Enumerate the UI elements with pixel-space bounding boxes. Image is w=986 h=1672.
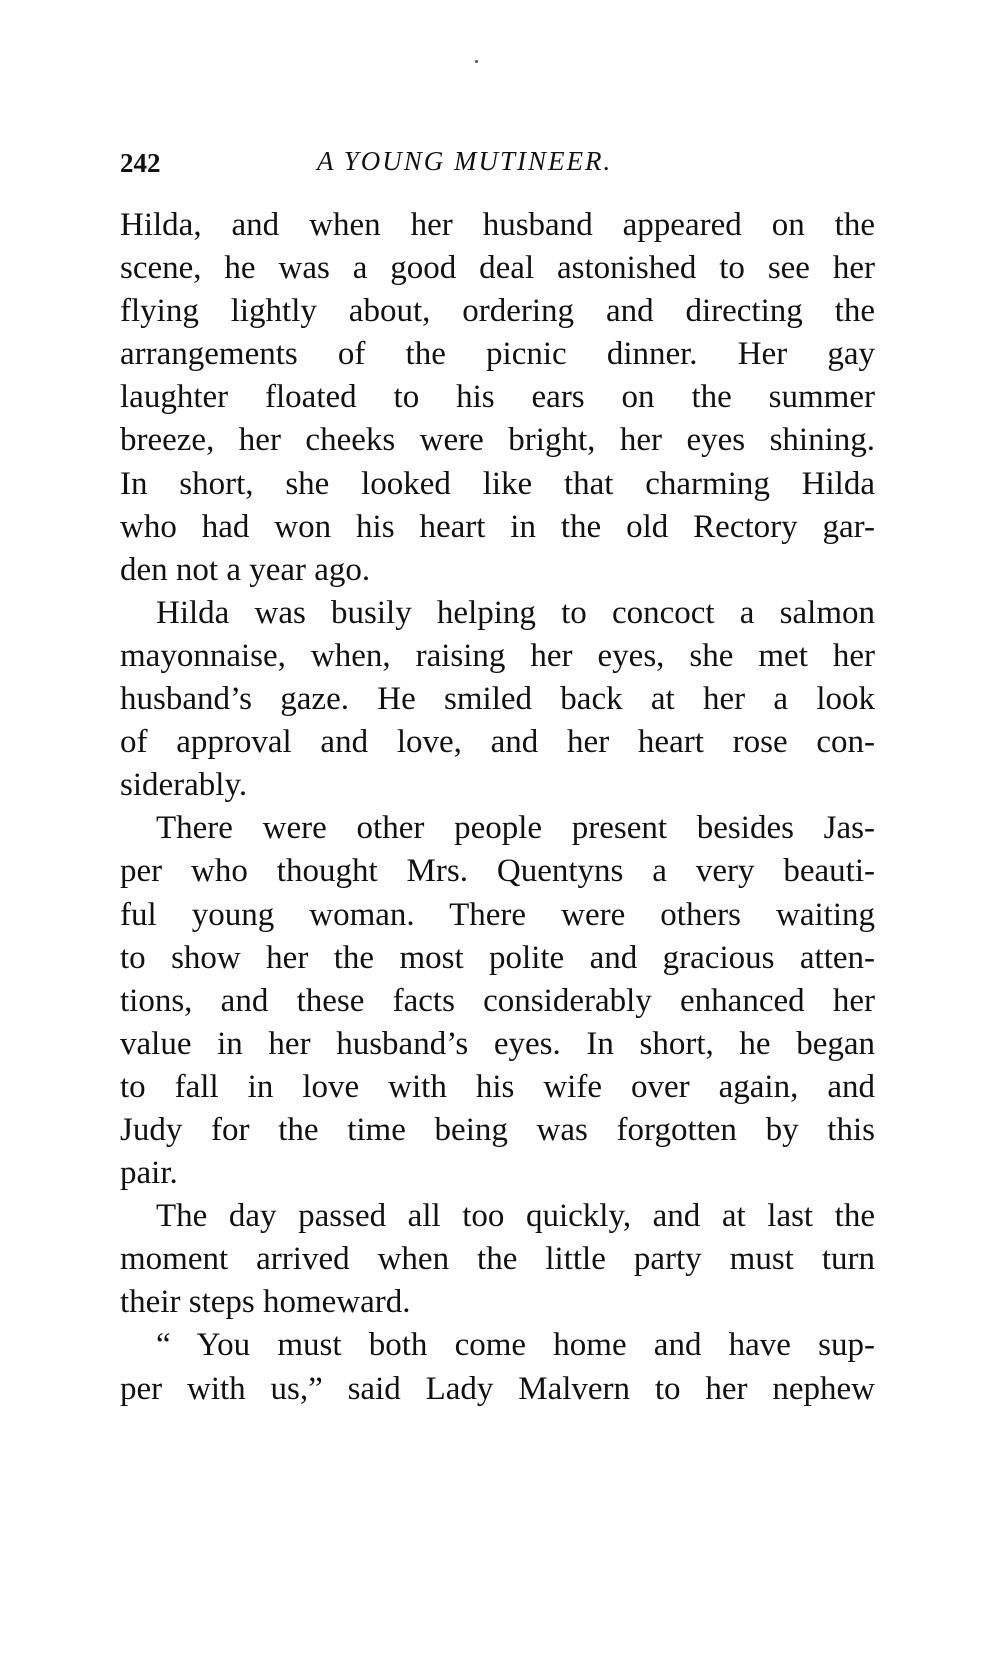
text-line: pair.: [120, 1155, 178, 1192]
text-line: value in her husband’s eyes. In short, he began: [120, 1025, 875, 1062]
text-line: husband’s gaze. He smiled back at her a look: [120, 681, 875, 718]
body-text: [120, 204, 875, 1411]
text-line: Hilda was busily helping to concoct a salmon: [156, 594, 875, 631]
text-line: flying lightly about, ordering and directing the: [120, 293, 875, 330]
paragraph: [120, 1195, 875, 1324]
text-line: “ You must both come home and have sup-: [156, 1327, 875, 1364]
text-line: laughter floated to his ears on the summer: [120, 379, 875, 416]
text-line: den not a year ago.: [120, 551, 371, 588]
page-number: 242: [120, 148, 161, 178]
page-header: [120, 146, 875, 186]
text-line: arrangements of the picnic dinner. Her gay: [120, 336, 875, 373]
text-line: tions, and these facts considerably enhanced her: [120, 982, 875, 1019]
text-line: The day passed all too quickly, and at last the: [156, 1198, 875, 1235]
paragraph: [120, 204, 875, 592]
text-line: mayonnaise, when, raising her eyes, she met her: [120, 637, 875, 674]
print-speck: [475, 60, 478, 63]
text-line: per with us,” said Lady Malvern to her nephew: [120, 1370, 875, 1407]
text-line: to fall in love with his wife over again, and: [120, 1068, 875, 1105]
text-line: per who thought Mrs. Quentyns a very beauti-: [120, 853, 875, 890]
text-line: Judy for the time being was forgotten by this: [120, 1111, 875, 1148]
paragraph: [120, 592, 875, 807]
text-line: Hilda, and when her husband appeared on the: [120, 207, 875, 243]
text-line: of approval and love, and her heart rose con-: [120, 724, 875, 761]
text-line: There were other people present besides Jas-: [156, 810, 875, 847]
running-title: A YOUNG MUTINEER.: [317, 146, 613, 176]
text-line: breeze, her cheeks were bright, her eyes shining.: [120, 422, 875, 459]
text-line: to show her the most polite and gracious atten-: [120, 939, 875, 976]
text-line: scene, he was a good deal astonished to see her: [120, 250, 875, 287]
text-line: moment arrived when the little party must turn: [120, 1241, 875, 1278]
text-line: who had won his heart in the old Rectory gar-: [120, 508, 875, 545]
paragraph: [120, 807, 875, 1195]
text-line: In short, she looked like that charming Hilda: [120, 465, 875, 502]
text-line: their steps homeward.: [120, 1284, 411, 1321]
text-line: ful young woman. There were others waiting: [120, 896, 875, 933]
paragraph: [120, 1324, 875, 1410]
text-line: siderably.: [120, 767, 248, 804]
